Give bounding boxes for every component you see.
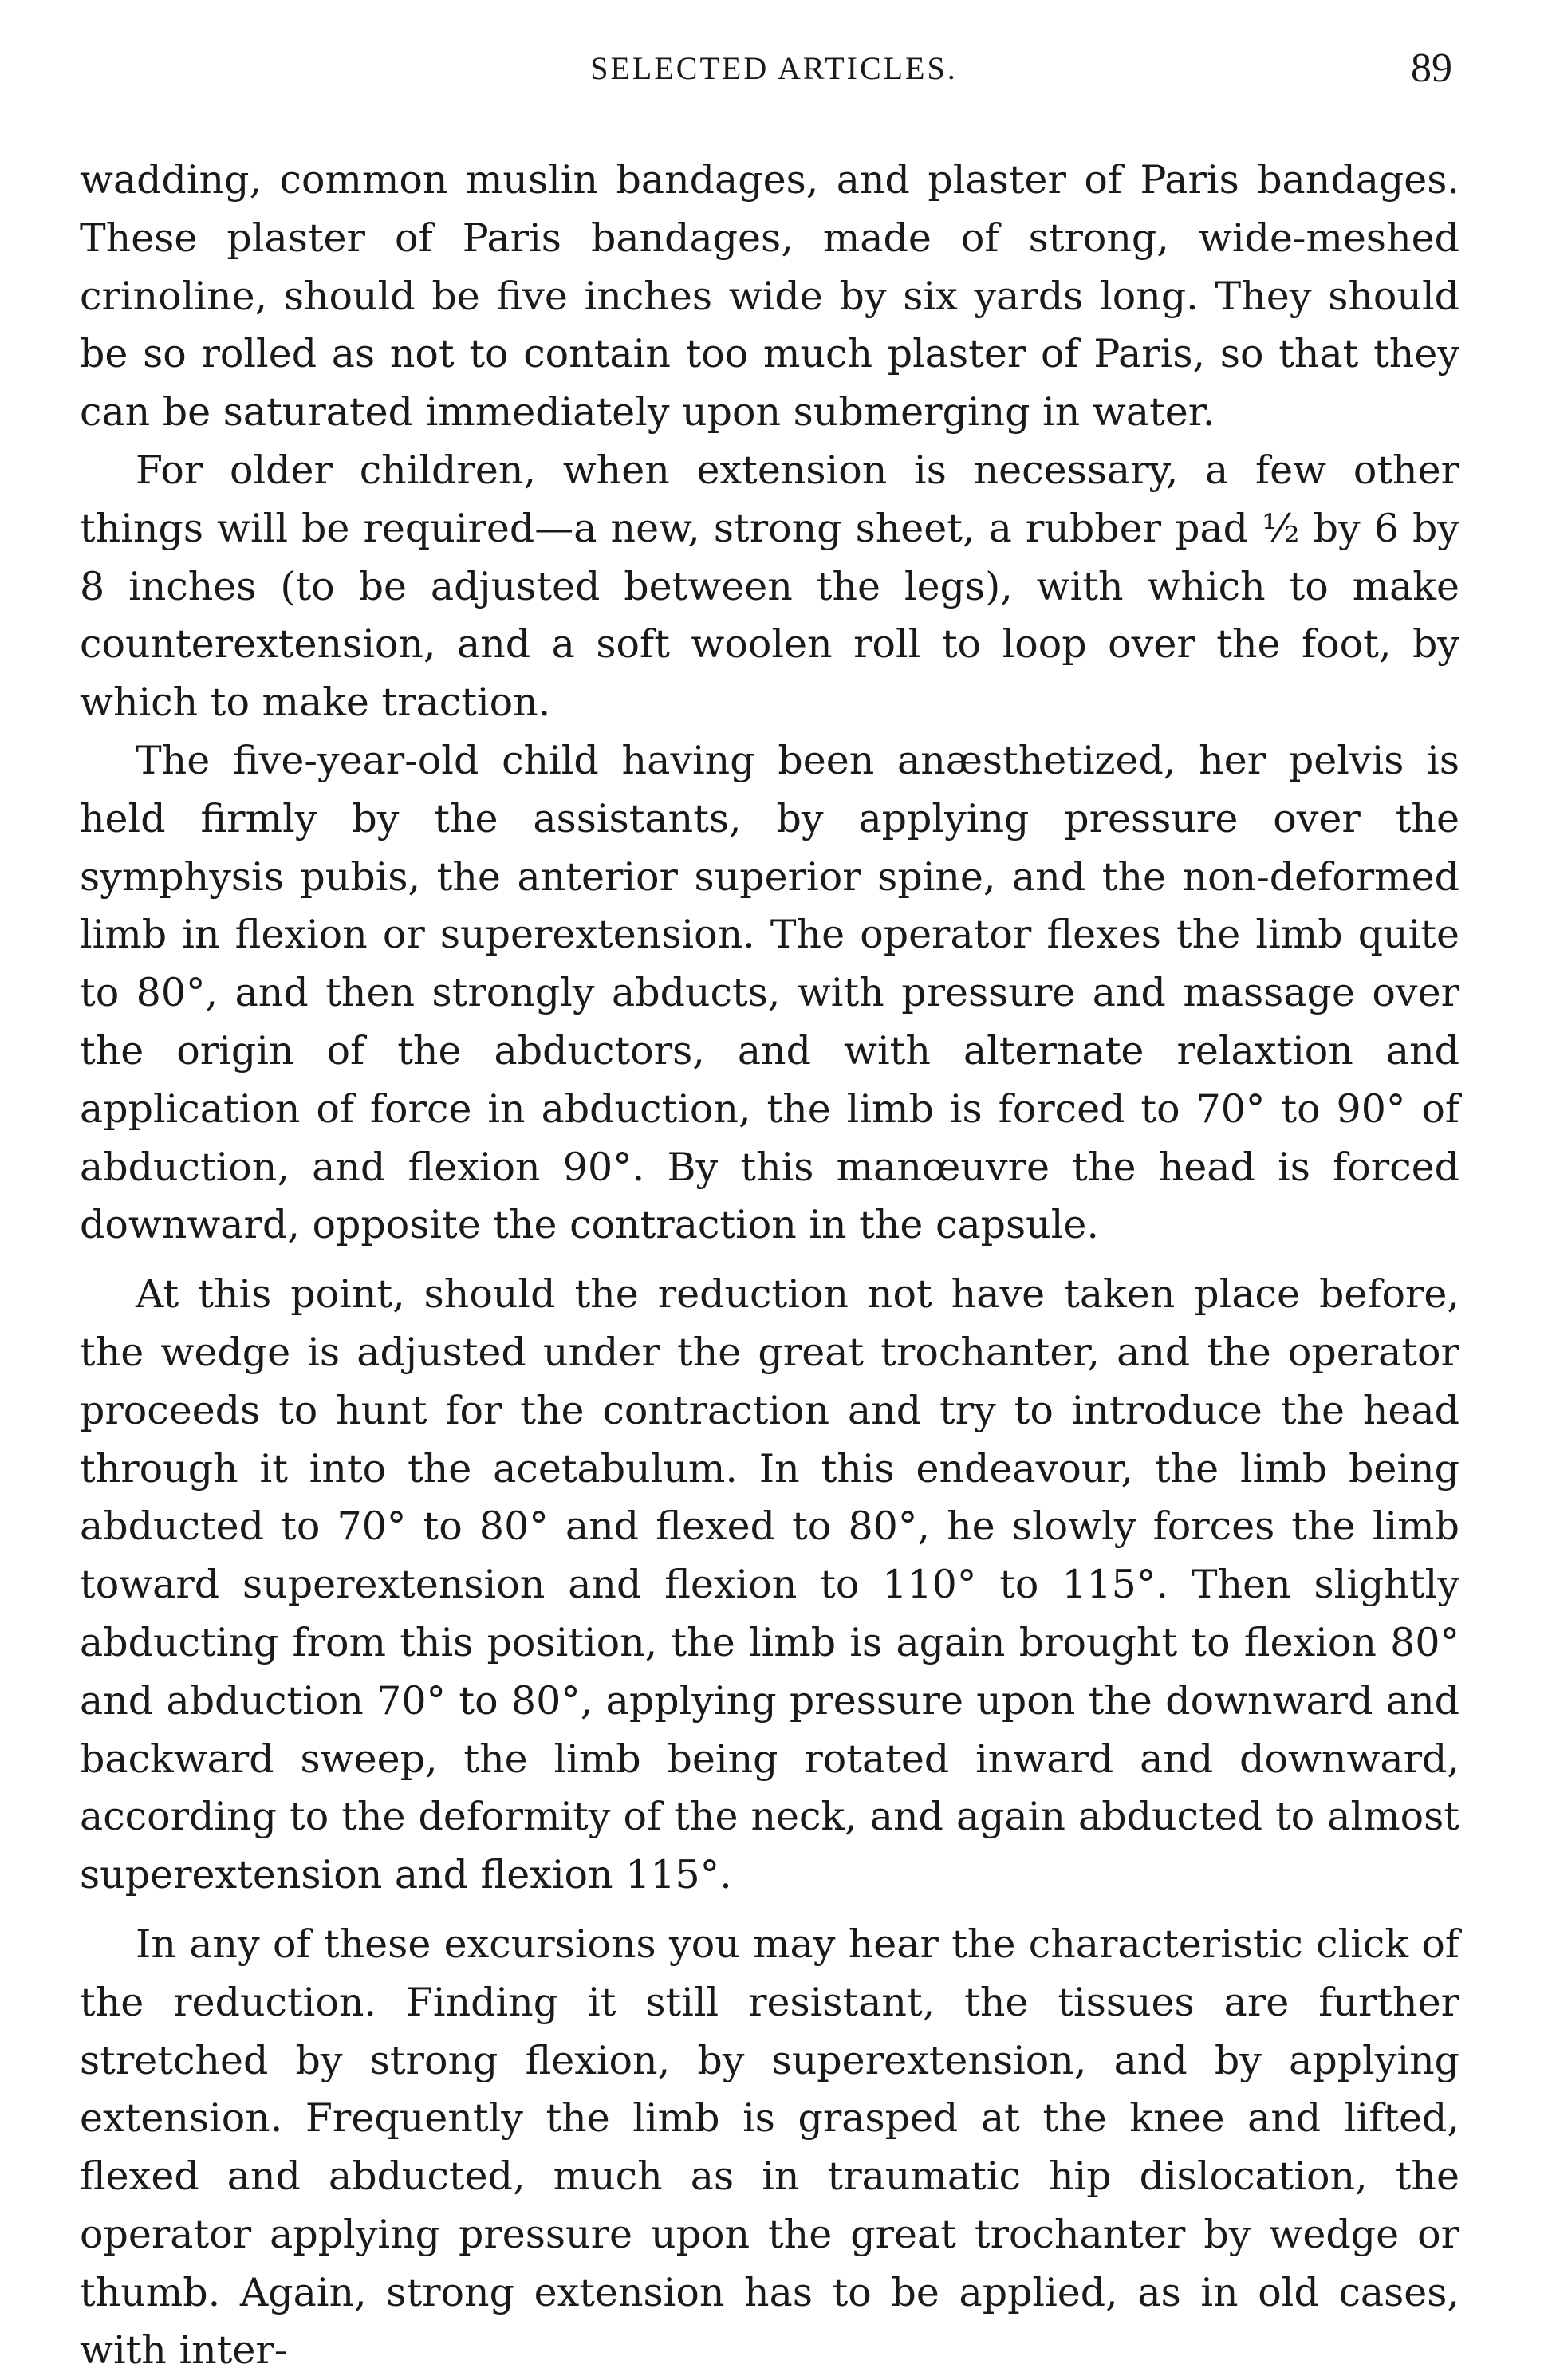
page-number: 89 (1411, 45, 1452, 91)
running-title: SELECTED ARTICLES. (590, 50, 958, 86)
running-head (0, 45, 1548, 105)
paragraph: wadding, common muslin bandages, and plaster of Paris bandages. These plaster of Paris bandages, made of strong, wide-meshed crinoline, should be five inches wide by six yards long. They should be so rolled as not to contain too much plaster of Paris, so that they can be saturated immediately upon submerging in water. (80, 157, 1459, 435)
paragraph: At this point, should the reduction not have taken place before, the wedge is adjusted under the great trochanter, and the operator proceeds to hunt for the contraction and try to introduce the head through it into the acetabulum. In this endeavour, the limb being abducted to 70° to 80° and flexed to 80°, he slowly forces the limb toward superextension and flexion to 110° to 115°. Then slightly abducting from this position, the limb is again brought to flexion 80° and abduction 70° to 80°, applying pressure upon the downward and backward sweep, the limb being rotated inward and downward, according to the deformity of the neck, and again abducted to almost superextension and flexion 115°. (80, 1271, 1459, 1898)
body-text (80, 152, 1459, 2380)
paragraph: In any of these excursions you may hear the characteristic click of the reduction. Finding it still resistant, the tissues are further stretched by strong flexion, by superextension, and by applying extension. Frequently the limb is grasped at the knee and lifted, flexed and abducted, much as in traumatic hip dislocation, the operator applying pressure upon the great trochanter by wedge or thumb. Again, strong extension has to be applied, as in old cases, with inter- (80, 1921, 1459, 2374)
paragraph: The five-year-old child having been anæsthetized, her pelvis is held firmly by the assistants, by applying pressure over the symphysis pubis, the anterior superior spine, and the non-deformed limb in flexion or superextension. The operator flexes the limb quite to 80°, and then strongly abducts, with pressure and massage over the origin of the abductors, and with alternate relaxtion and application of force in abduction, the limb is forced to 70° to 90° of abduction, and flexion 90°. By this manœuvre the head is forced downward, opposite the contraction in the capsule. (80, 737, 1459, 1248)
paragraph: For older children, when extension is necessary, a few other things will be required—a new, strong sheet, a rubber pad ½ by 6 by 8 inches (to be adjusted between the legs), with which to make counterextension, and a soft woolen roll to loop over the foot, by which to make traction. (80, 447, 1459, 726)
